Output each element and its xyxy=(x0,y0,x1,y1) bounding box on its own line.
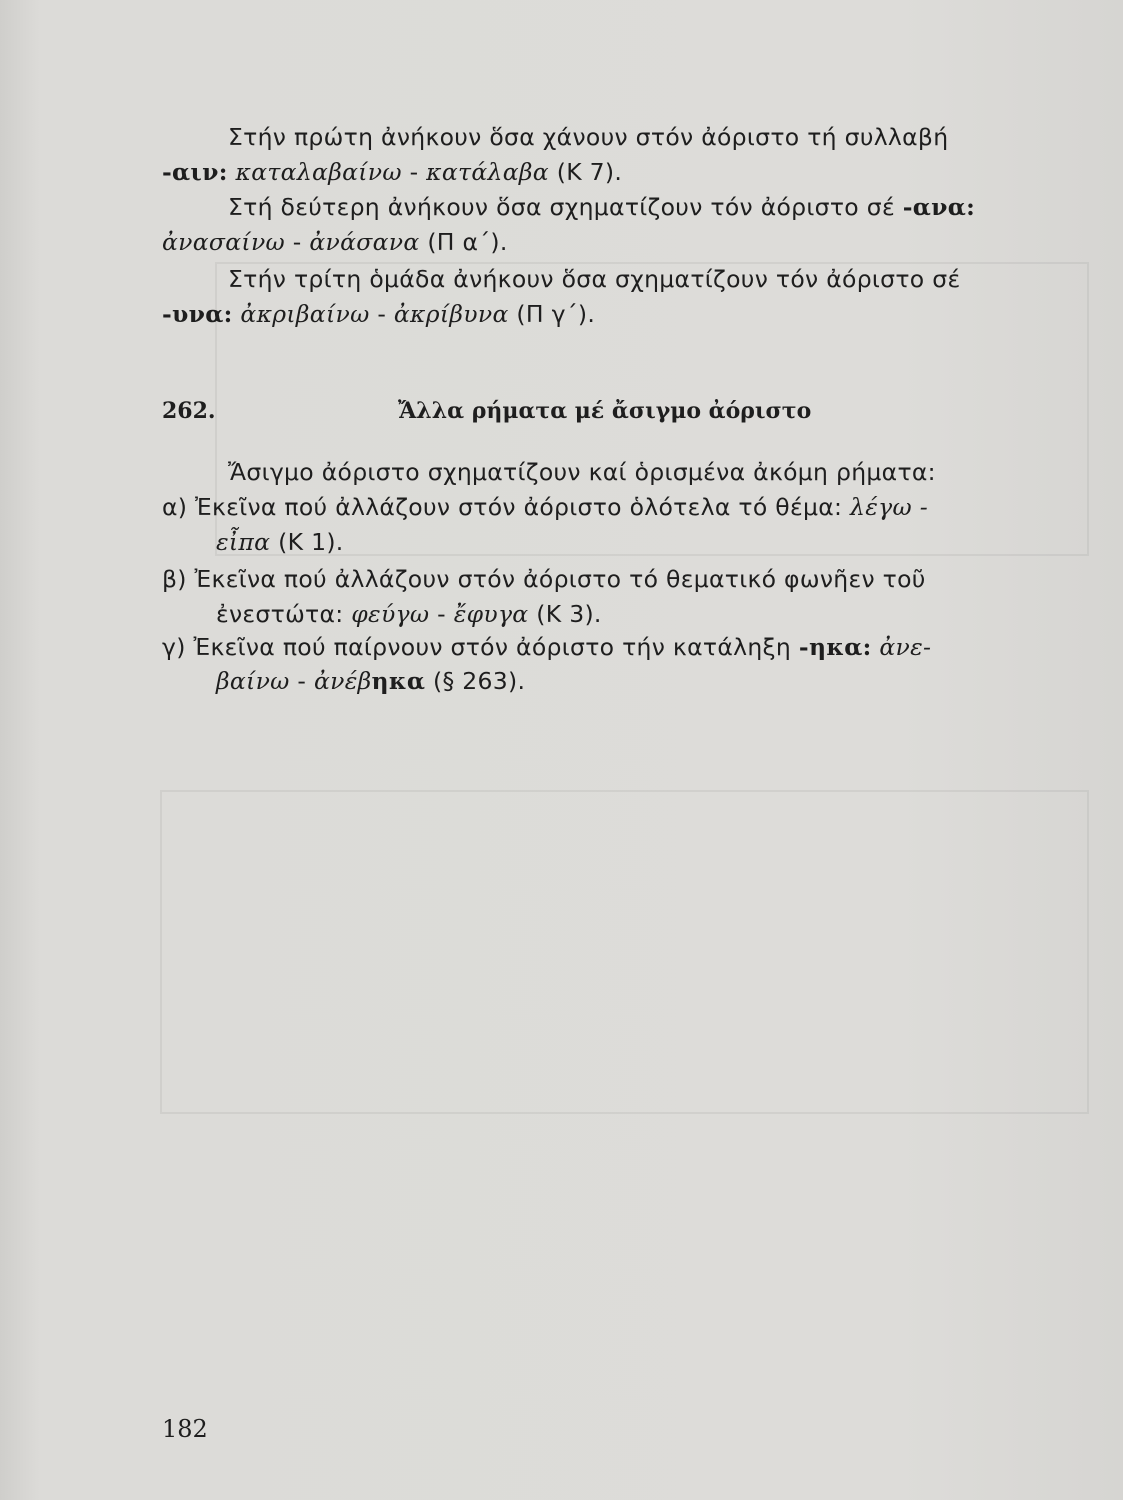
item-b-line-1 xyxy=(162,562,1092,596)
show-through-table-lower xyxy=(160,790,1089,1114)
example-word: καταλαβαίνω xyxy=(235,158,402,186)
text-span: α) Ἐκεῖνα πού ἀλλάζουν στόν ἀόριστο ὁλότελα τό θέμα: xyxy=(162,493,843,521)
example-word: ἀνε- xyxy=(879,633,932,661)
example-word: ἀκριβαίνω xyxy=(240,300,370,328)
paragraph-2-line-2 xyxy=(162,225,1092,259)
suffix: ηκα xyxy=(371,667,426,695)
suffix: -αιν: xyxy=(162,158,228,186)
reference: (Κ 1). xyxy=(278,528,344,556)
item-b-line-2 xyxy=(216,597,1092,631)
paragraph-2-line-1 xyxy=(228,190,1092,224)
section-title: Ἄλλα ρήματα μέ ἄσιγμο ἀόριστο xyxy=(398,398,812,424)
example-word: ἔφυγα xyxy=(453,600,529,628)
example-word: βαίνω xyxy=(216,667,290,695)
item-c-line-2 xyxy=(216,664,1092,698)
example-word: λέγω - xyxy=(850,493,928,521)
example-word: ἀνάσανα xyxy=(309,228,420,256)
text-span: ἐνεστώτα: xyxy=(216,600,344,628)
dash: - xyxy=(292,228,302,256)
text-span: Στήν τρίτη ὁμάδα ἀνήκουν ὅσα σχηματίζουν τόν ἀόριστο σέ xyxy=(228,265,961,293)
item-c-line-1 xyxy=(162,630,1092,664)
dash: - xyxy=(297,667,307,695)
text-span: Στήν πρώτη ἀνήκουν ὅσα χάνουν στόν ἀόριστο τή συλλαβή xyxy=(228,123,949,151)
paragraph-1-line-1 xyxy=(228,120,1092,154)
example-word: ἀκρίβυνα xyxy=(393,300,509,328)
suffix: -ηκα: xyxy=(798,633,872,661)
example-word: ἀνασαίνω xyxy=(162,228,285,256)
item-a-line-2 xyxy=(216,525,1092,559)
example-word: ἀνέβ xyxy=(313,667,372,695)
reference: (Π γ΄). xyxy=(516,300,596,328)
page-number: 182 xyxy=(162,1415,208,1443)
example-word: εἶπα xyxy=(216,528,271,556)
item-a-line-1 xyxy=(162,490,1092,524)
dash: - xyxy=(409,158,419,186)
paragraph-3-line-1 xyxy=(228,262,1092,296)
section-number: 262. xyxy=(162,398,216,424)
paragraph-3-line-2 xyxy=(162,297,1092,331)
text-span: β) Ἐκεῖνα πού ἀλλάζουν στόν ἀόριστο τό θεματικό φωνῆεν τοῦ xyxy=(162,565,926,593)
paragraph-1-line-2 xyxy=(162,155,1092,189)
suffix: -ανα: xyxy=(902,193,976,221)
reference: (Κ 3). xyxy=(536,600,602,628)
reference: (§ 263). xyxy=(433,667,526,695)
example-word: φεύγω xyxy=(351,600,430,628)
text-span: γ) Ἐκεῖνα πού παίρνουν στόν ἀόριστο τήν κατάληξη xyxy=(162,633,792,661)
reference: (Π α΄). xyxy=(427,228,508,256)
reference: (Κ 7). xyxy=(556,158,623,186)
suffix: -υνα: xyxy=(162,300,233,328)
text-span: Ἄσιγμο ἀόριστο σχηματίζουν καί ὁρισμένα ἀκόμη ρήματα: xyxy=(228,458,936,486)
example-word: κατάλαβα xyxy=(426,158,549,186)
dash: - xyxy=(437,600,446,628)
section-intro xyxy=(228,455,1092,489)
dash: - xyxy=(377,300,387,328)
text-span: Στή δεύτερη ἀνήκουν ὅσα σχηματίζουν τόν ἀόριστο σέ xyxy=(228,193,895,221)
